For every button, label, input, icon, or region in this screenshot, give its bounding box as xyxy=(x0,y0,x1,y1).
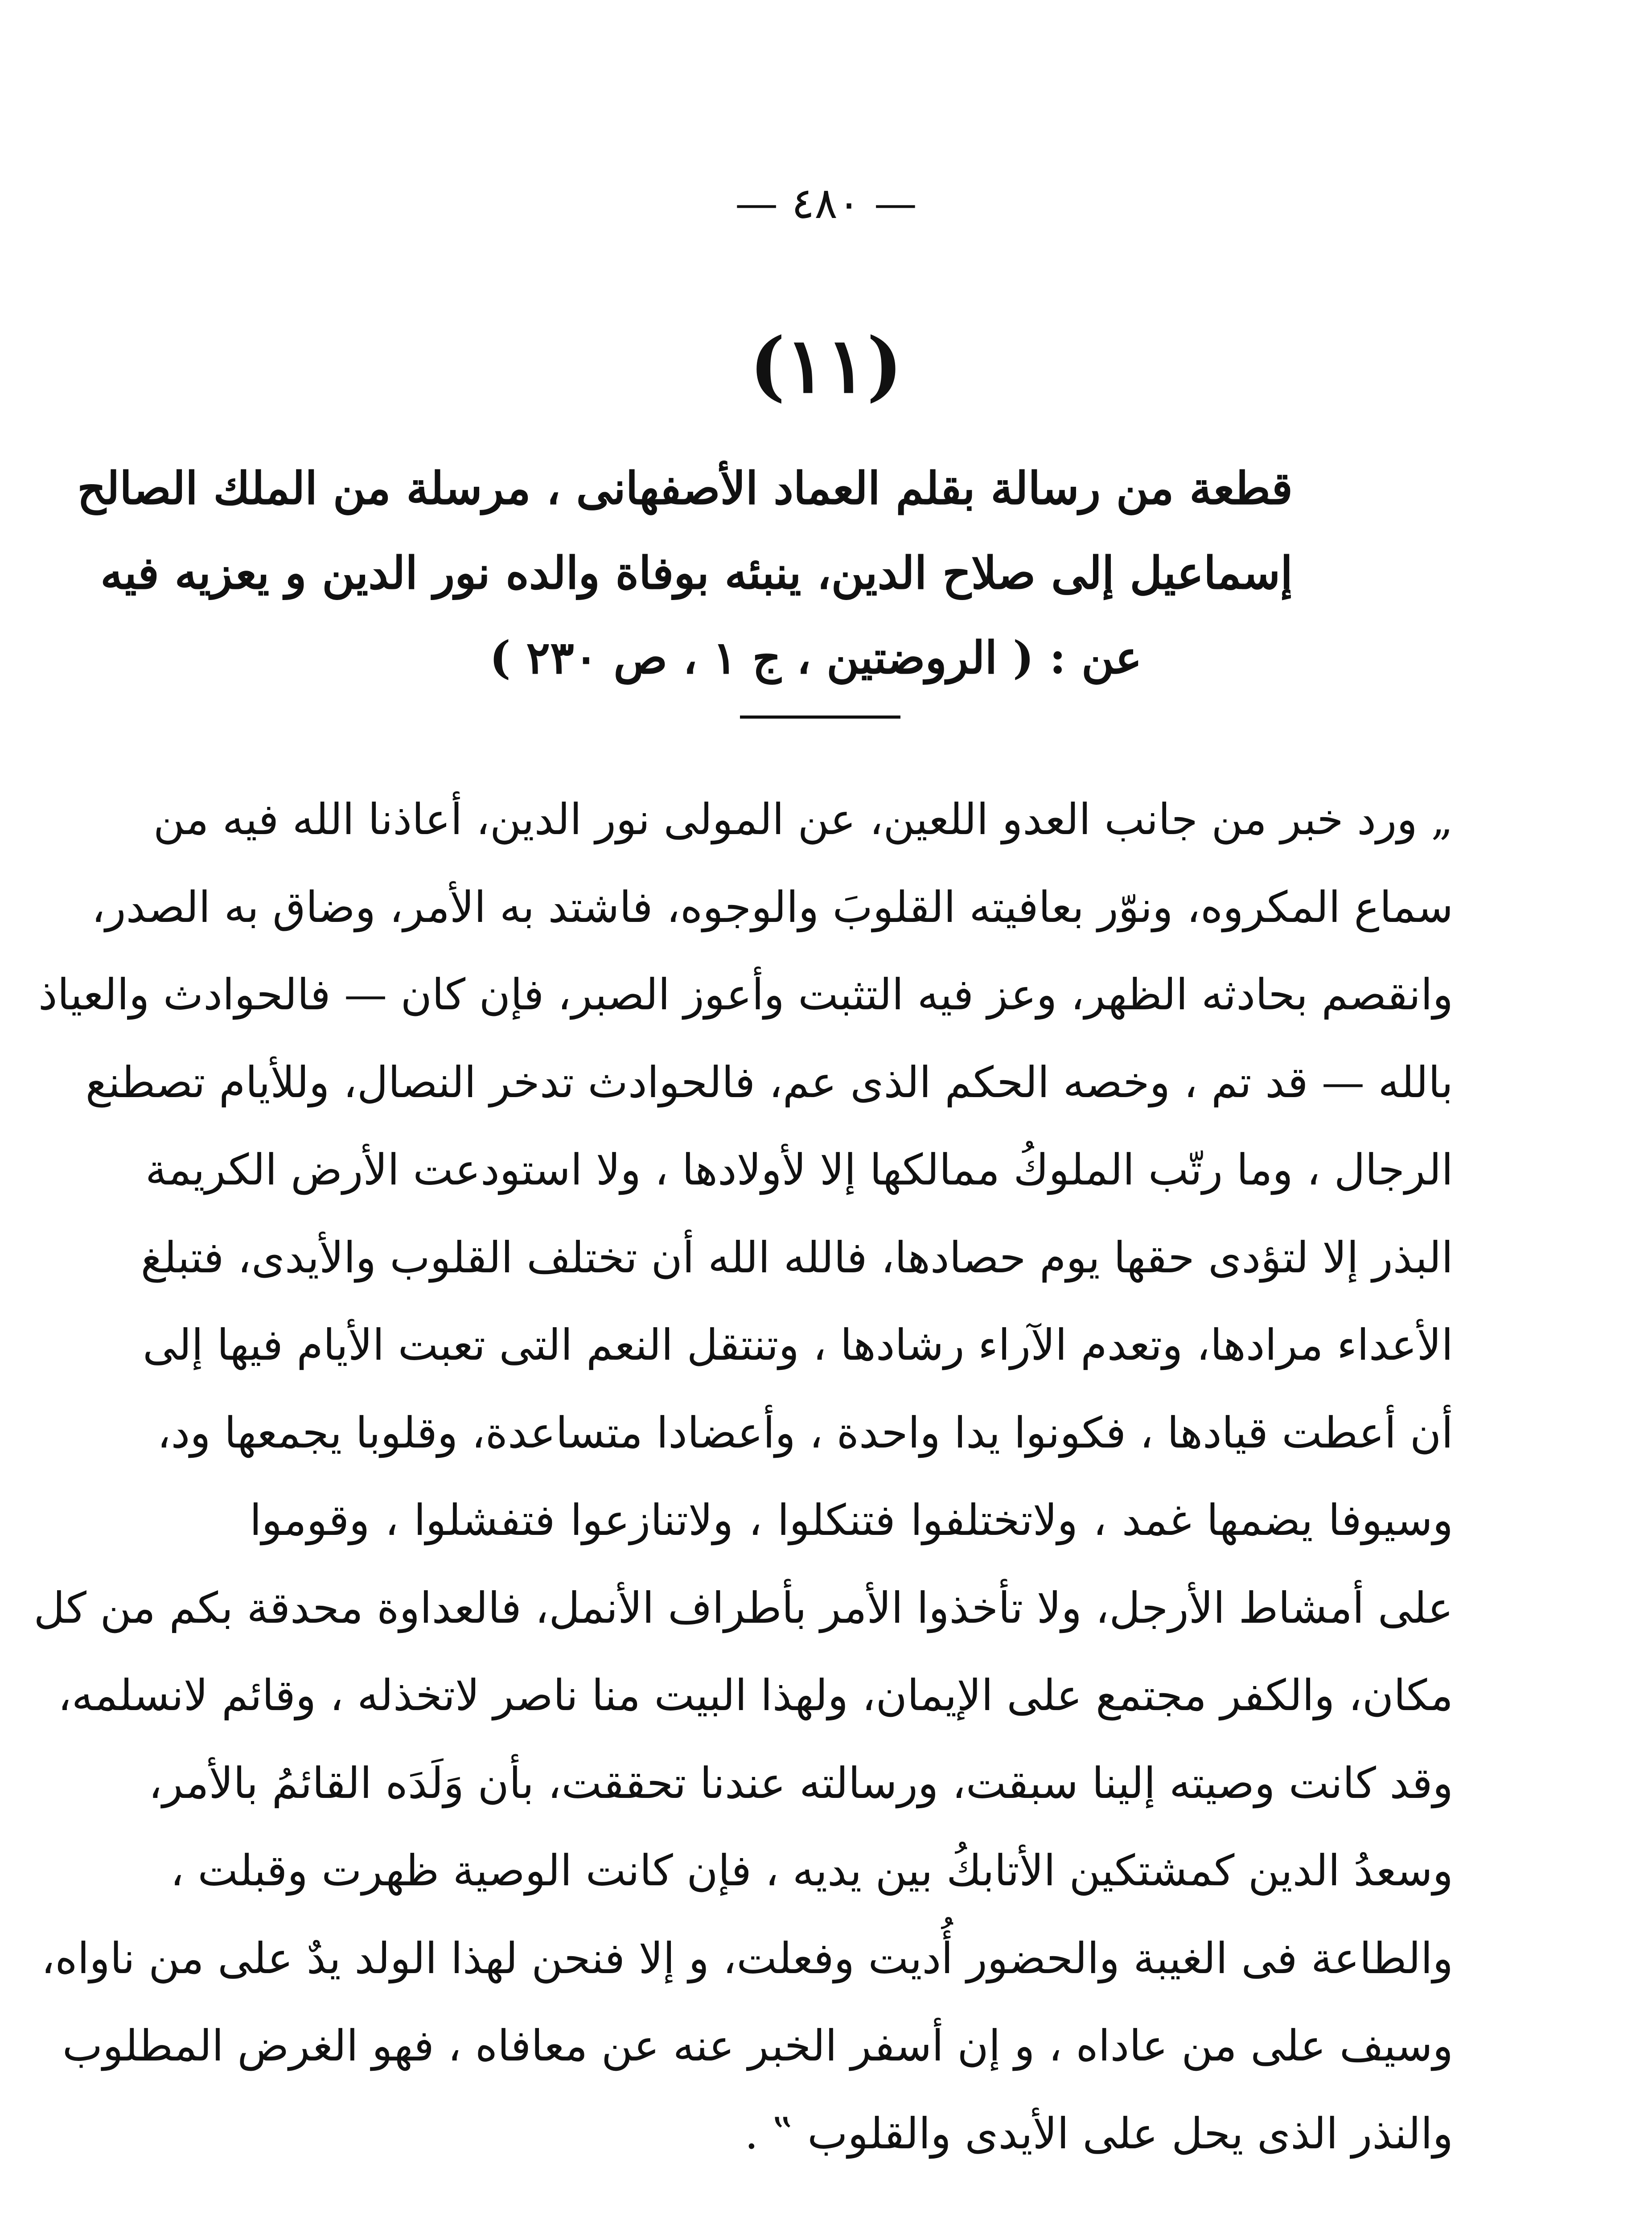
heading-line: إسماعيل إلى صلاح الدين، ينبئه بوفاة والده نور الدين و يعزيه فيه xyxy=(100,547,1293,599)
body-line: مكان، والكفر مجتمع على الإيمان، ولهذا البيت منا ناصر لاتخذله ، وقائم لانسلمه، xyxy=(58,1670,1453,1720)
body-line: وانقصم بحادثه الظهر، وعز فيه التثبت وأعوز الصبر، فإن كان — فالحوادث والعياذ xyxy=(38,970,1453,1020)
body-line: „ ورد خبر من جانب العدو اللعين، عن المولى نور الدين، أعاذنا الله فيه من xyxy=(153,794,1453,844)
heading-line: قطعة من رسالة بقلم العماد الأصفهانى ، مرسلة من الملك الصالح xyxy=(77,462,1293,514)
section-heading xyxy=(77,446,1293,700)
body-line: على أمشاط الأرجل، ولا تأخذوا الأمر بأطراف الأنمل، فالعداوة محدقة بكم من كل xyxy=(33,1583,1453,1633)
page-number: — ٤٨٠ — xyxy=(735,178,917,228)
body-line: الأعداء مرادها، وتعدم الآراء رشادها ، وتنتقل النعم التى تعبت الأيام فيها إلى xyxy=(143,1320,1453,1370)
body-line: وقد كانت وصيته إلينا سبقت، ورسالته عندنا تحققت، بأن وَلَدَه القائمُ بالأمر، xyxy=(148,1758,1453,1808)
body-line: أن أعطت قيادها ، فكونوا يدا واحدة ، وأعضادا متساعدة، وقلوبا يجمعها ود، xyxy=(157,1407,1453,1458)
body-line: والطاعة فى الغيبة والحضور أُديت وفعلت، و إلا فنحن لهذا الولد يدٌ على من ناواه، xyxy=(41,1933,1453,1983)
body-line: وسعدُ الدين كمشتكين الأتابكُ بين يديه ، فإن كانت الوصية ظهرت وقبلت ، xyxy=(170,1846,1453,1896)
body-line: سماع المكروه، ونوّر بعافيته القلوبَ والوجوه، فاشتد به الأمر، وضاق به الصدر، xyxy=(91,882,1453,932)
body-line: البذر إلا لتؤدى حقها يوم حصادها، فالله الله أن تختلف القلوب والأيدى، فتبلغ xyxy=(140,1232,1453,1283)
body-line: والنذر الذى يحل على الأيدى والقلوب ‟ . xyxy=(744,2108,1453,2159)
body-line: وسيف على من عاداه ، و إن أسفر الخبر عنه عن معافاه ، فهو الغرض المطلوب xyxy=(62,2021,1453,2071)
body-line: وسيوفا يضمها غمد ، ولاتختلفوا فتنكلوا ، ولاتنازعوا فتفشلوا ، وقوموا xyxy=(250,1495,1454,1545)
heading-line: عن : ( الروضتين ، ج ١ ، ص ٢٣٠ ) xyxy=(489,631,1142,684)
body-line: بالله — قد تم ، وخصه الحكم الذى عم، فالحوادث تدخر النصال، وللأيام تصطنع xyxy=(85,1057,1453,1107)
body-line: الرجال ، وما رتّب الملوكُ ممالكها إلا لأولادها ، ولا استودعت الأرض الكريمة xyxy=(145,1145,1453,1195)
letter-body xyxy=(33,776,1454,2177)
section-number: (١١) xyxy=(749,321,903,410)
heading-divider xyxy=(740,716,900,719)
